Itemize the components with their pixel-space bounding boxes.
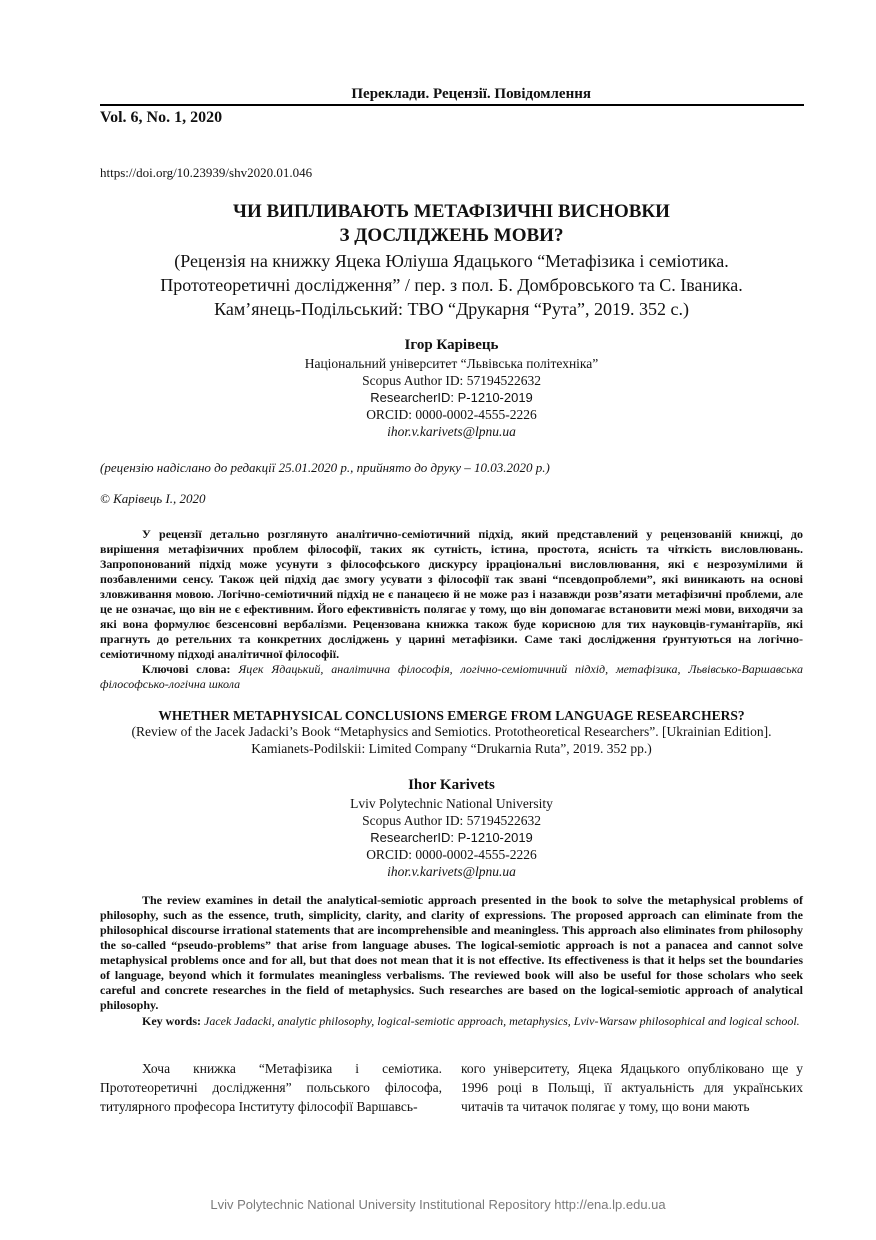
author-email[interactable]: ihor.v.karivets@lpnu.ua bbox=[387, 424, 516, 439]
ukrainian-author-block bbox=[100, 336, 803, 440]
author-affiliation-en: Lviv Polytechnic National University bbox=[350, 796, 553, 811]
volume-label: Vol. 6, No. 1, 2020 bbox=[100, 109, 223, 126]
ukrainian-keywords bbox=[100, 662, 803, 692]
submission-dates: (рецензію надіслано до редакції 25.01.2020 р., прийнято до друку – 10.03.2020 р.) bbox=[100, 460, 550, 475]
author-email-en[interactable]: ihor.v.karivets@lpnu.ua bbox=[387, 864, 516, 879]
ukrainian-abstract: У рецензії детально розглянуто аналітично-семіотичний підхід, який представлений у рецензованій книжці, до вирішення метафізичних проблем філософії, таких як сутність, істина, простота, ясність та чіткість висловлювань. Запропонований підхід може усунути з філософського дискурсу ірраціональні висловлювання, які є незрозумілими й позбавленими сенсу. Також цей підхід дає змогу усувати з філософії так звані “псевдопроблеми”, які виникають на основі зловживання мовою. Логічно-семіотичний підхід не є панацеєю й не може раз і назавжди розв’язати метафізичні проблеми, але це не означає, що він не є ефективним. Його ефективність полягає у тому, що він допомагає встановити межі мови, виходячи за які вона формулює безсенсовні вербалізми. Рецензована книжка також буде корисною для тих науковців-гуманітаріїв, які прагнуть до ретельних та конкретних досліджень у царині метафізики. Саме такі дослідження ґрунтуються на логічно-семіотичному підході аналітичної філософії. bbox=[100, 527, 803, 661]
copyright-notice: © Карівець І., 2020 bbox=[100, 491, 206, 506]
keywords-text-en: Jacek Jadacki, analytic philosophy, logical-semiotic approach, metaphysics, Lviv-Warsaw philosophical and logical school. bbox=[204, 1014, 800, 1028]
english-author-block bbox=[100, 776, 803, 880]
author-orcid-en: ORCID: 0000-0002-4555-2226 bbox=[366, 847, 537, 862]
author-scopus-id-en: Scopus Author ID: 57194522632 bbox=[362, 813, 541, 828]
body-column-left: Хоча книжка “Метафізика і семіотика. Прототеоретичні дослідження” польського філософа, титулярного професора Інституту філософії Варшавсь- bbox=[100, 1061, 442, 1114]
keywords-label: Ключові слова: bbox=[142, 662, 231, 676]
ukrainian-title-line-1: ЧИ ВИПЛИВАЮТЬ МЕТАФІЗИЧНІ ВИСНОВКИ bbox=[233, 201, 670, 222]
ukrainian-subtitle-line-2: Прототеоретичні дослідження” / пер. з пол. Б. Домбровського та С. Іваника. bbox=[160, 275, 743, 295]
ukrainian-subtitle bbox=[100, 249, 803, 321]
ukrainian-title bbox=[100, 200, 803, 248]
english-subtitle-line-2: Kamianets-Podilskii: Limited Company “Drukarnia Ruta”, 2019. 352 pp.) bbox=[251, 741, 652, 756]
english-subtitle bbox=[100, 723, 803, 757]
ukrainian-subtitle-line-1: (Рецензія на книжку Яцека Юліуша Ядацького “Метафізика і семіотика. bbox=[174, 251, 729, 271]
english-abstract: The review examines in detail the analytical-semiotic approach presented in the book to solve the metaphysical problems of philosophy, such as the essence, truth, simplicity, clarity, and clarity of expressions. The proposed approach can eliminate from the philosophical discourse irrational statements that are incomprehensible and meaningless. This approach also eliminates from philosophy the so-called “pseudo-problems” that arise from language abuses. The logical-semiotic approach is not a panacea and cannot solve metaphysical problems once and for all, but that does not mean that it is not effective. Its effectiveness is that it helps set the boundaries of language, beyond which it formulates meaningless verbalisms. The reviewed book will also be useful for those scholars who seek careful and concrete researches in the field of metaphysics. Such researches are based on the logical-semiotic approach of analytical philosophy. bbox=[100, 893, 803, 1012]
author-scopus-id: Scopus Author ID: 57194522632 bbox=[362, 373, 541, 388]
english-title: WHETHER METAPHYSICAL CONCLUSIONS EMERGE FROM LANGUAGE RESEARCHERS? bbox=[158, 708, 745, 723]
body-column-right: кого університету, Яцека Ядацького опубліковано ще у 1996 році в Польщі, її актуальність для українських читачів та читачок полягає у тому, що вони мають bbox=[461, 1061, 803, 1114]
repository-footer: Lviv Polytechnic National University Institutional Repository http://ena.lp.edu.ua bbox=[210, 1197, 666, 1212]
english-subtitle-line-1: (Review of the Jacek Jadacki’s Book “Metaphysics and Semiotics. Prototheoretical Researchers”. [Ukrainian Edition]. bbox=[131, 724, 772, 739]
doi-link[interactable]: https://doi.org/10.23939/shv2020.01.046 bbox=[100, 165, 313, 180]
journal-section-title: Переклади. Рецензії. Повідомлення bbox=[351, 86, 591, 102]
author-researcher-id: ResearcherID: P-1210-2019 bbox=[370, 390, 533, 405]
author-affiliation: Національний університет “Львівська політехніка” bbox=[304, 356, 599, 371]
header-divider bbox=[100, 104, 804, 106]
ukrainian-title-line-2: З ДОСЛІДЖЕНЬ МОВИ? bbox=[339, 225, 564, 246]
author-name: Ігор Карівець bbox=[404, 337, 499, 353]
author-orcid: ORCID: 0000-0002-4555-2226 bbox=[366, 407, 537, 422]
ukrainian-subtitle-line-3: Кам’янець-Подільський: ТВО “Друкарня “Рута”, 2019. 352 с.) bbox=[214, 299, 689, 319]
author-name-en: Ihor Karivets bbox=[408, 777, 495, 793]
author-researcher-id-en: ResearcherID: P-1210-2019 bbox=[370, 830, 533, 845]
keywords-text: Яцек Ядацький, аналітична філософія, логічно-семіотичний підхід, метафізика, Львівсько-Варшавська філософсько-логічна школа bbox=[100, 662, 803, 691]
keywords-label-en: Key words: bbox=[142, 1014, 201, 1028]
english-keywords bbox=[100, 1014, 803, 1029]
